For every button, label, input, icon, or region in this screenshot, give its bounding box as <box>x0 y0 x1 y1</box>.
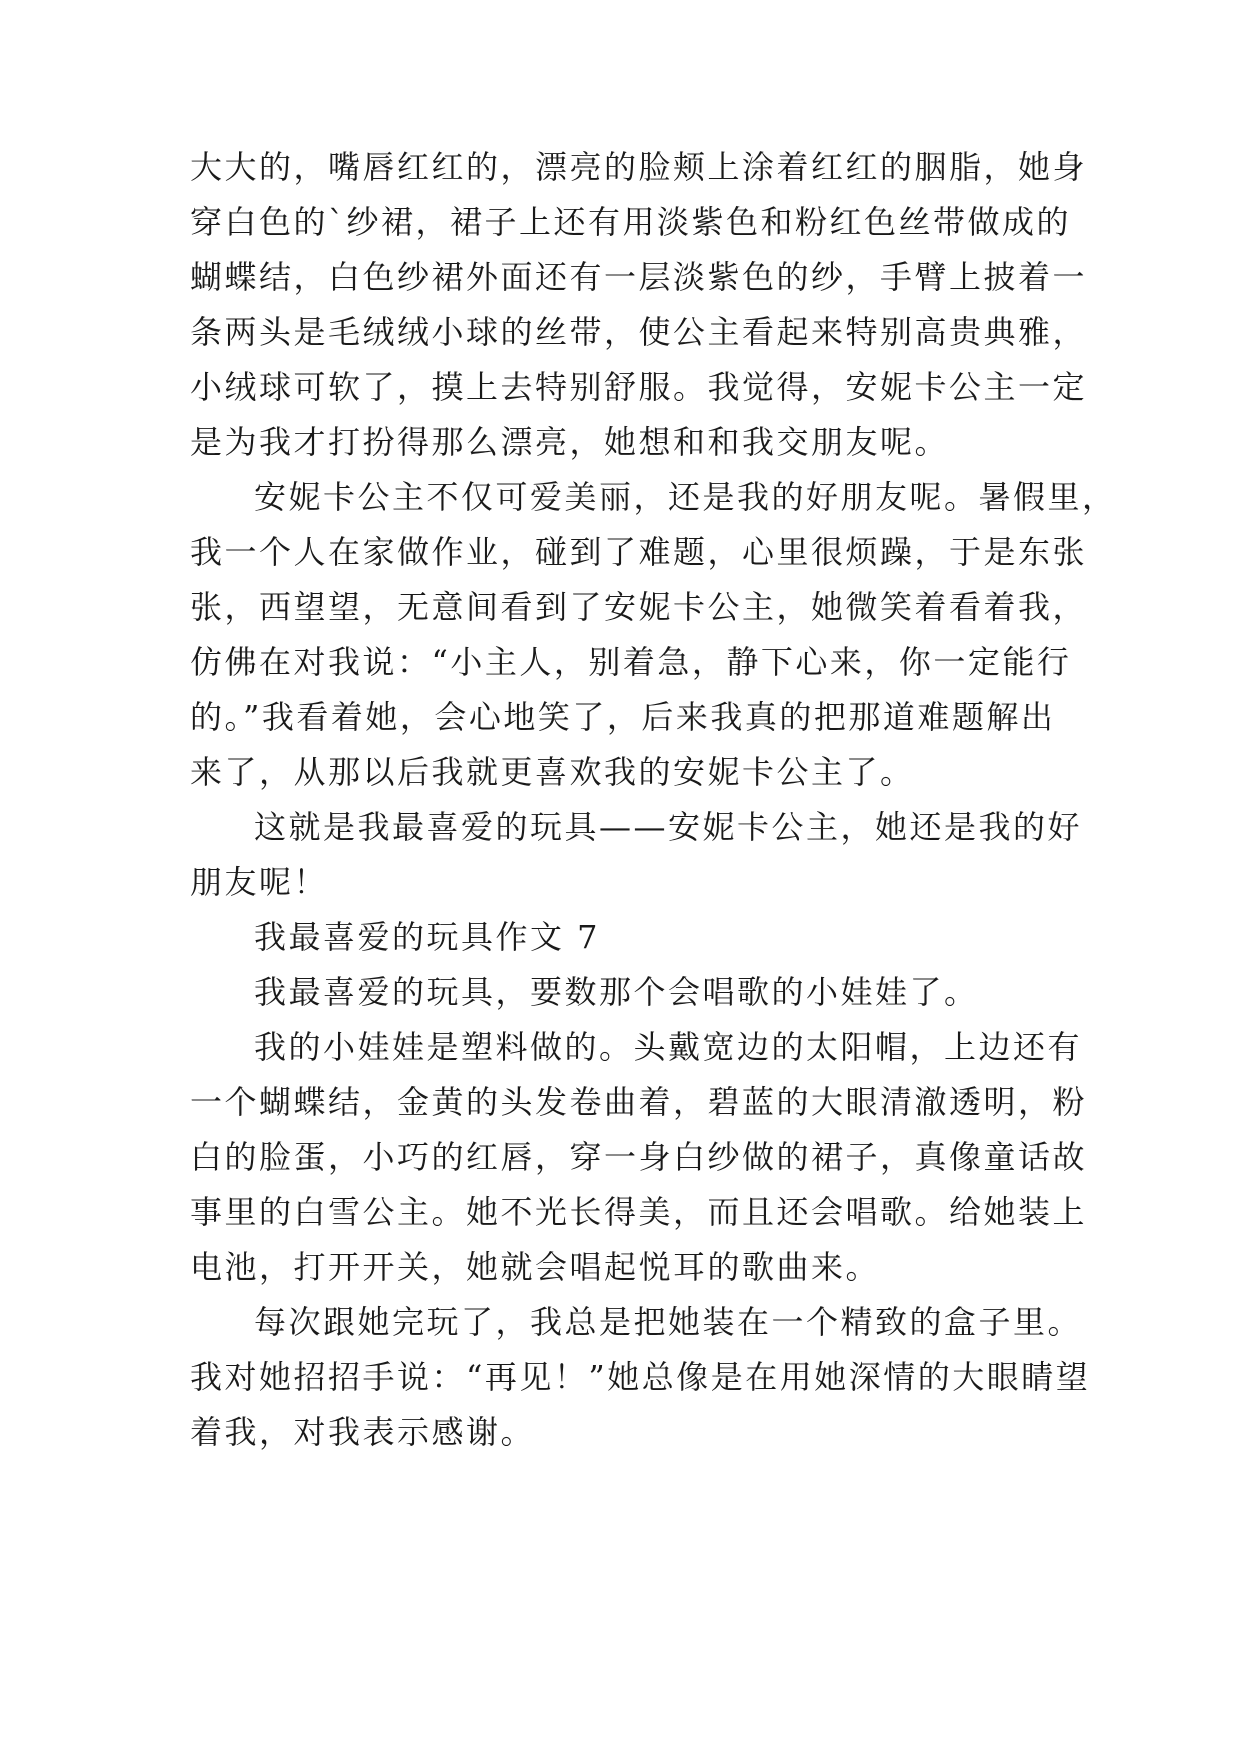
paragraph-first-line: 每次跟她完玩了，我总是把她装在一个精致的盒子里。 <box>254 1303 1083 1341</box>
text-line: 蝴蝶结，白色纱裙外面还有一层淡紫色的纱，手臂上披着一 <box>190 258 1088 296</box>
text-line: 我对她招招手说：“再见！”她总像是在用她深情的大眼睛望 <box>190 1358 1091 1396</box>
text-line: 是为我才打扮得那么漂亮，她想和和我交朋友呢。 <box>190 423 950 461</box>
text-line: 事里的白雪公主。她不光长得美，而且还会唱歌。给她装上 <box>190 1193 1088 1231</box>
text-line: 小绒球可软了，摸上去特别舒服。我觉得，安妮卡公主一定 <box>190 368 1088 406</box>
section-heading: 我最喜爱的玩具作文 7 <box>254 918 601 956</box>
paragraph-first-line: 这就是我最喜爱的玩具——安妮卡公主，她还是我的好 <box>254 808 1083 846</box>
paragraph-first-line: 我最喜爱的玩具，要数那个会唱歌的小娃娃了。 <box>254 973 979 1011</box>
text-line: 着我，对我表示感谢。 <box>190 1413 536 1451</box>
text-line: 穿白色的`纱裙，裙子上还有用淡紫色和粉红色丝带做成的 <box>190 203 1072 241</box>
text-line: 白的脸蛋，小巧的红唇，穿一身白纱做的裙子，真像童话故 <box>190 1138 1088 1176</box>
text-line: 电池，打开开关，她就会唱起悦耳的歌曲来。 <box>190 1248 881 1286</box>
text-line: 条两头是毛绒绒小球的丝带，使公主看起来特别高贵典雅， <box>190 313 1088 351</box>
text-line: 仿佛在对我说：“小主人，别着急，静下心来，你一定能行 <box>190 643 1072 681</box>
paragraph-first-line: 我的小娃娃是塑料做的。头戴宽边的太阳帽，上边还有 <box>254 1028 1083 1066</box>
text-line: 的。”我看着她，会心地笑了，后来我真的把那道难题解出 <box>190 698 1056 736</box>
text-line: 来了，从那以后我就更喜欢我的安妮卡公主了。 <box>190 753 915 791</box>
text-line: 大大的，嘴唇红红的，漂亮的脸颊上涂着红红的胭脂，她身 <box>190 148 1088 186</box>
paragraph-first-line: 安妮卡公主不仅可爱美丽，还是我的好朋友呢。暑假里， <box>254 478 1117 516</box>
text-line: 张，西望望，无意间看到了安妮卡公主，她微笑着看着我， <box>190 588 1088 626</box>
text-line: 一个蝴蝶结，金黄的头发卷曲着，碧蓝的大眼清澈透明，粉 <box>190 1083 1088 1121</box>
text-line: 朋友呢！ <box>190 863 329 901</box>
text-line: 我一个人在家做作业，碰到了难题，心里很烦躁，于是东张 <box>190 533 1088 571</box>
